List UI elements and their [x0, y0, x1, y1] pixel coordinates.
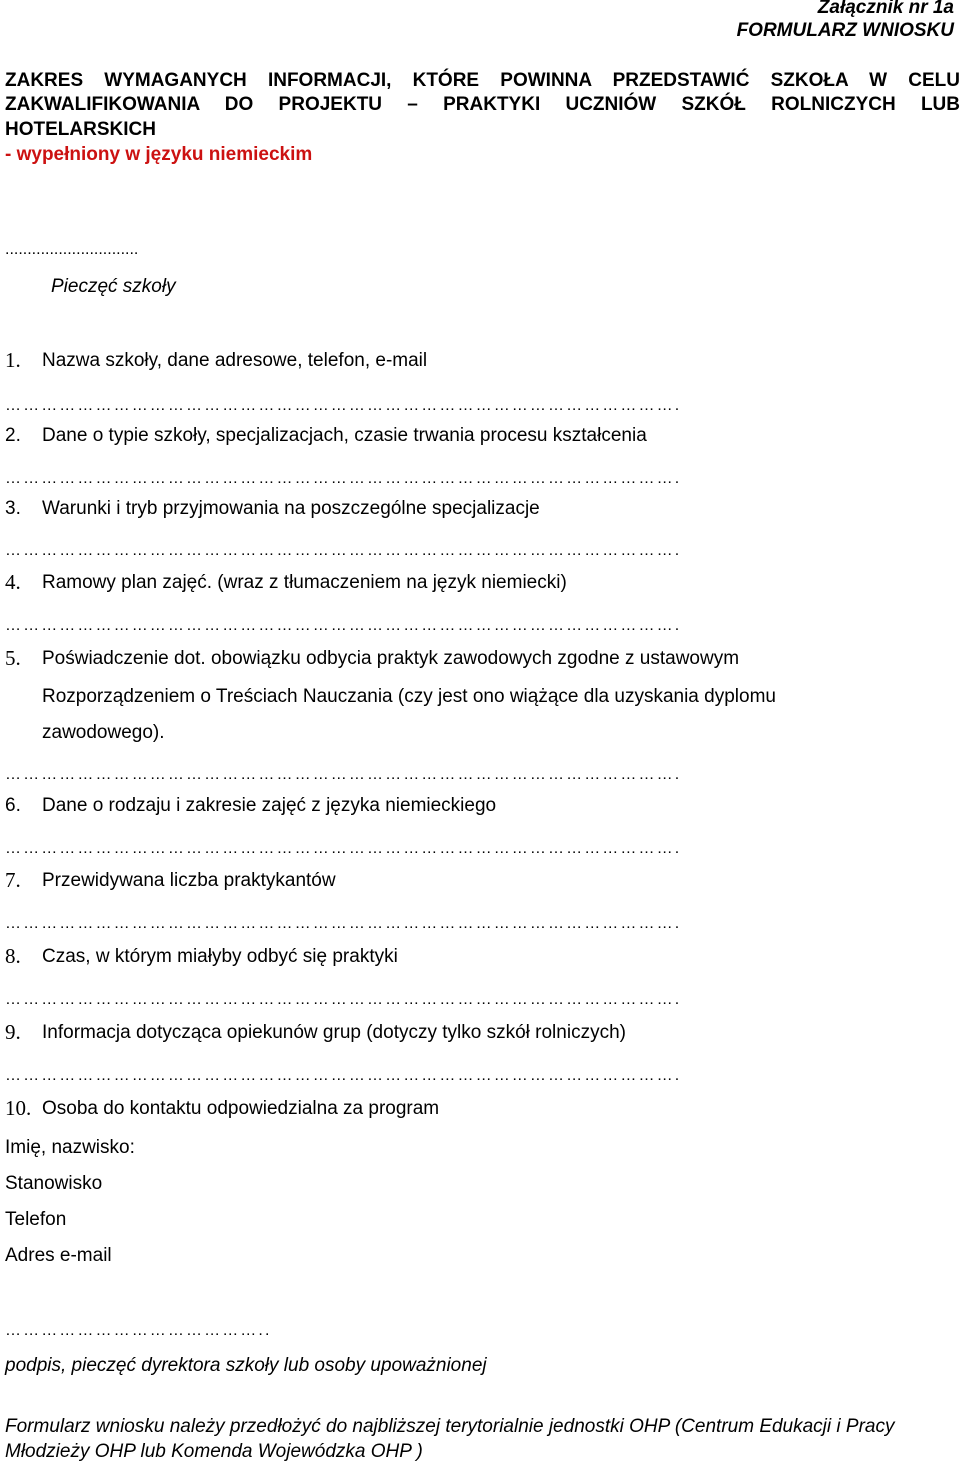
question-number: 7. [5, 868, 21, 892]
question-text: Ramowy plan zajęć. (wraz z tłumaczeniem na język niemiecki) [42, 572, 567, 593]
answer-line[interactable]: …………………………………………………………………………………………………. [5, 1067, 682, 1084]
question-number: 6. [5, 795, 21, 816]
signature-line[interactable]: …………………………………….. [5, 1322, 272, 1339]
answer-line[interactable]: …………………………………………………………………………………………………. [5, 542, 682, 559]
form-title-line-1: ZAKRES WYMAGANYCH INFORMACJI, KTÓRE POWINNA PRZEDSTAWIĆ SZKOŁA W CELU [5, 70, 960, 91]
contact-position-label: Stanowisko [5, 1173, 103, 1194]
answer-line[interactable]: …………………………………………………………………………………………………. [5, 470, 682, 487]
stamp-label: Pieczęć szkoły [51, 276, 176, 297]
stamp-placeholder: .............................. [5, 241, 139, 258]
footer-note: Formularz wniosku należy przedłożyć do najbliższej terytorialnie jednostki OHP (Centrum Edukacji i Pracy Młodzieży OHP lub Komenda Wojewódzka OHP ) [5, 1416, 895, 1462]
answer-line[interactable]: …………………………………………………………………………………………………. [5, 991, 682, 1008]
answer-line[interactable]: …………………………………………………………………………………………………. [5, 915, 682, 932]
form-title-line-2: ZAKWALIFIKOWANIA DO PROJEKTU – PRAKTYKI UCZNIÓW SZKÓŁ ROLNICZYCH LUB [5, 94, 960, 115]
contact-name-label: Imię, nazwisko: [5, 1137, 135, 1158]
question-text: Informacja dotycząca opiekunów grup (dotyczy tylko szkół rolniczych) [42, 1022, 626, 1043]
contact-email-label: Adres e-mail [5, 1245, 112, 1266]
question-number: 10. [5, 1096, 32, 1120]
question-text: Przewidywana liczba praktykantów [42, 870, 336, 891]
attachment-number: Załącznik nr 1a [817, 0, 954, 18]
question-number: 9. [5, 1020, 21, 1044]
question-text: Poświadczenie dot. obowiązku odbycia praktyk zawodowych zgodne z ustawowym [42, 648, 740, 669]
answer-line[interactable]: …………………………………………………………………………………………………. [5, 766, 682, 783]
form-title-line-3: HOTELARSKICH [5, 119, 156, 140]
question-text: Nazwa szkoły, dane adresowe, telefon, e-mail [42, 350, 428, 371]
question-text: Osoba do kontaktu odpowiedzialna za program [42, 1098, 440, 1119]
question-number: 4. [5, 570, 21, 594]
language-note: - wypełniony w języku niemieckim [5, 144, 313, 165]
question-text: Dane o rodzaju i zakresie zajęć z języka niemieckiego [42, 795, 497, 816]
question-number: 5. [5, 646, 21, 670]
form-name: FORMULARZ WNIOSKU [736, 20, 954, 41]
question-number: 3. [5, 498, 21, 519]
question-number: 1. [5, 348, 21, 372]
answer-line[interactable]: …………………………………………………………………………………………………. [5, 617, 682, 634]
signature-label: podpis, pieczęć dyrektora szkoły lub osoby upoważnionej [5, 1355, 487, 1376]
question-number: 8. [5, 944, 21, 968]
question-text: zawodowego). [42, 722, 165, 743]
question-text: Dane o typie szkoły, specjalizacjach, czasie trwania procesu kształcenia [42, 425, 647, 446]
answer-line[interactable]: …………………………………………………………………………………………………. [5, 840, 682, 857]
question-text: Rozporządzeniem o Treściach Nauczania (czy jest ono wiążące dla uzyskania dyplomu [42, 686, 776, 707]
question-text: Warunki i tryb przyjmowania na poszczególne specjalizacje [42, 498, 540, 519]
contact-phone-label: Telefon [5, 1209, 67, 1230]
question-text: Czas, w którym miałyby odbyć się praktyki [42, 946, 398, 967]
question-number: 2. [5, 425, 21, 446]
answer-line[interactable]: …………………………………………………………………………………………………. [5, 397, 682, 414]
